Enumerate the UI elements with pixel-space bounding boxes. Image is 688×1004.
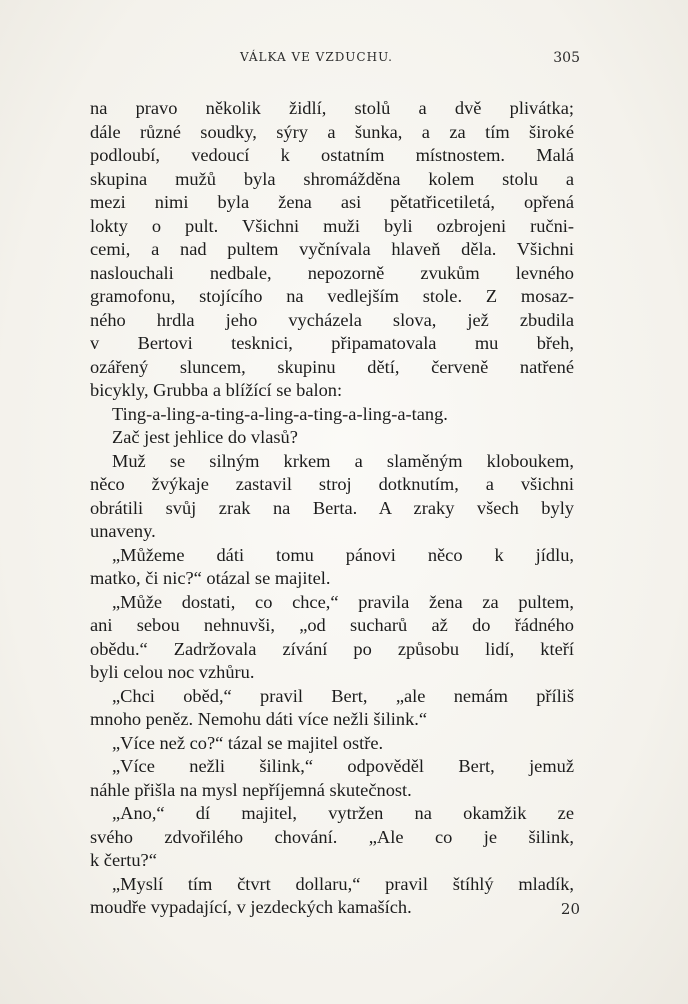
text-line: dále různé soudky, sýry a šunka, a za tím široké [90,121,574,142]
text-line: mezi nimi byla žena asi pětatřicetiletá, opřená [90,192,574,212]
running-title: VÁLKA VE VZDUCHU. [240,50,393,64]
text-line: „Můžeme dáti tomu pánovi něco k jídlu, [112,544,574,565]
text-line: něco žvýkaje zastavil stroj dotknutím, a všichni [90,474,574,494]
body-text [90,97,574,920]
text-line: svého zdvořilého chování. „Ale co je šilink, [90,826,574,847]
text-line: „Ano,“ dí majitel, vytržen na okamžik ze [112,803,574,823]
text-line: k čertu?“ [90,850,157,870]
text-line: ozářený sluncem, skupinu dětí, červeně natřené [90,356,574,377]
text-line: Muž se silným krkem a slaměným kloboukem, [112,450,574,471]
text-line: na pravo několik židlí, stolů a dvě plivátka; [90,98,574,118]
text-line: matko, či nic?“ otázal se majitel. [90,568,331,588]
running-head [90,50,580,70]
text-line: „Více než co?“ tázal se majitel ostře. [112,732,384,753]
text-line: v Bertovi tesknici, připamatovala mu břeh, [90,333,574,353]
text-line: podloubí, vedoucí k ostatním místnostem. Malá [90,145,574,165]
text-line: skupina mužů byla shromážděna kolem stolu a [90,168,574,189]
text-line: obědu.“ Zadržovala zívání po způsobu lidí, kteří [90,638,574,659]
printer-signature: 20 [560,900,580,918]
text-line: gramofonu, stojícího na vedlejším stole. Z mosaz- [90,286,574,306]
text-line: unaveny. [90,521,156,541]
text-line: ani sebou nehnuvši, „od sucharů až do řádného [90,615,574,635]
text-line: naslouchali nedbale, nepozorně zvukům levného [90,262,574,283]
text-line: mnoho peněz. Nemohu dáti více nežli šilink.“ [90,709,428,729]
text-line: Zač jest jehlice do vlasů? [112,427,298,447]
text-line: „Chci oběd,“ pravil Bert, „ale nemám příliš [112,685,574,706]
text-line: moudře vypadající, v jezdeckých kamaších. [90,897,412,917]
text-line: „Myslí tím čtvrt dollaru,“ pravil štíhlý mladík, [112,873,574,894]
text-line: bicykly, Grubba a blížící se balon: [90,380,343,400]
text-line: lokty o pult. Všichni muži byli ozbrojeni ručni- [90,215,574,236]
text-line: ného hrdla jeho vycházela slova, jež zbudila [90,309,574,330]
text-line: „Více nežli šilink,“ odpověděl Bert, jemuž [112,756,574,776]
text-line: „Může dostati, co chce,“ pravila žena za pultem, [112,591,574,612]
text-line: náhle přišla na mysl nepříjemná skutečnost. [90,779,412,800]
text-line: cemi, a nad pultem vyčnívala hlaveň děla. Všichni [90,239,574,259]
text-line: Ting-a-ling-a-ting-a-ling-a-ting-a-ling-a-tang. [112,403,448,424]
text-line: byli celou noc vzhůru. [90,662,255,682]
page-number: 305 [553,50,580,66]
text-line: obrátili svůj zrak na Berta. A zraky všech byly [90,497,574,518]
